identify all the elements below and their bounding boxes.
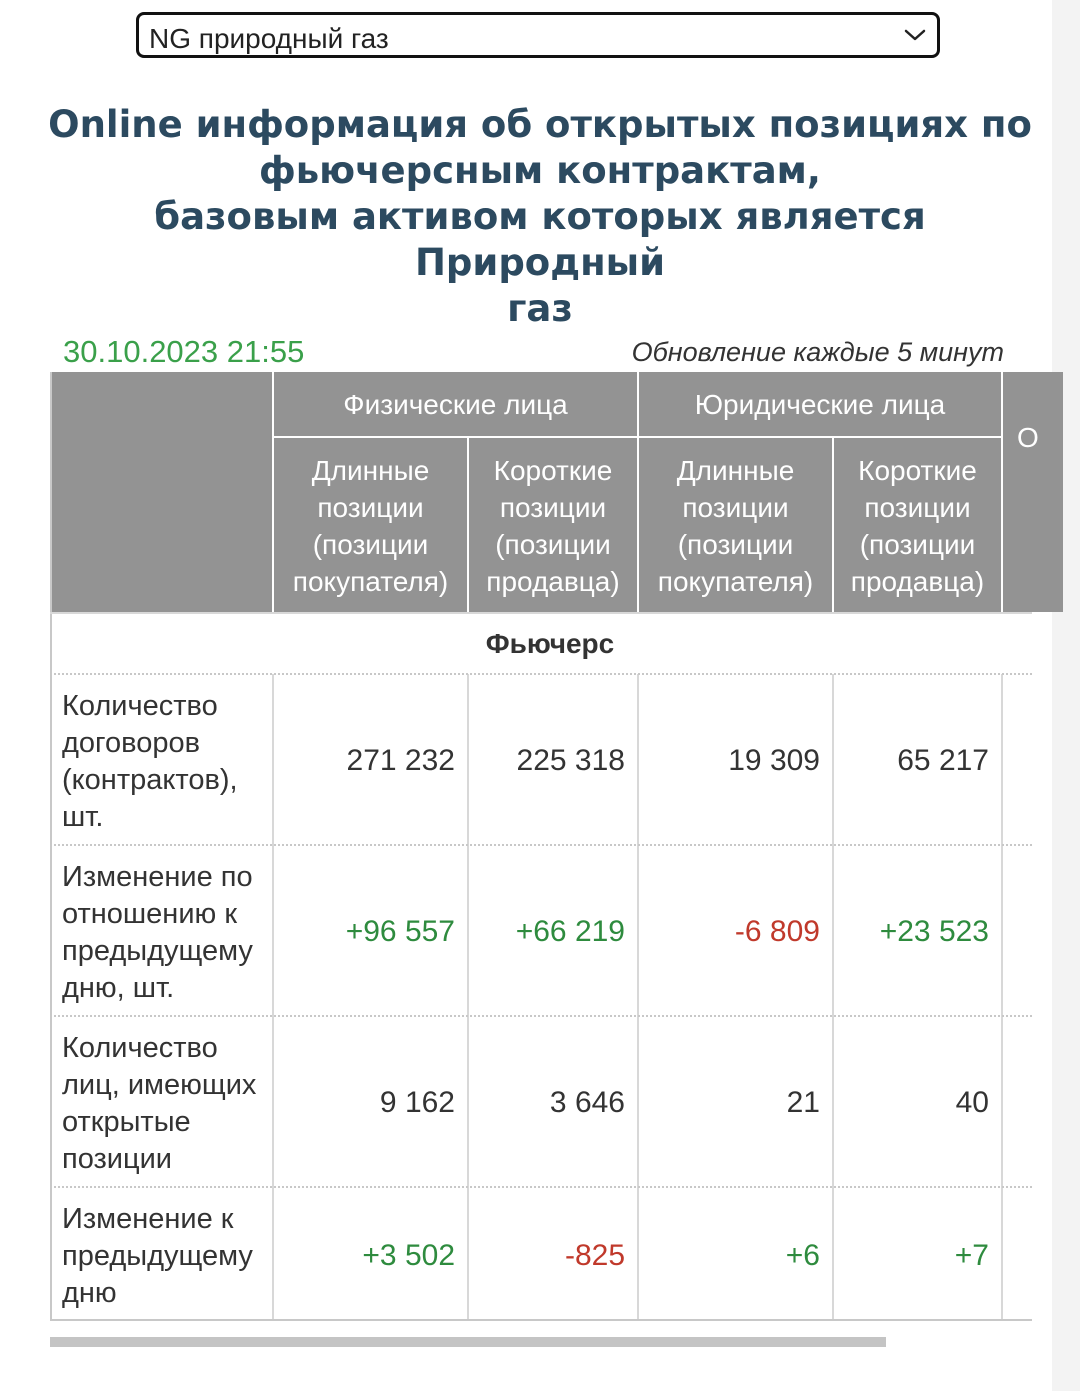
col-header-label: Короткие позиции (позиции продавца) [486,455,620,597]
table-cell: 225 318 [516,744,625,777]
table-cell: -825 [564,1239,625,1272]
group-header-legal-entities [639,372,1001,436]
table-cell: +3 502 [362,1239,455,1272]
table-cell: +7 [954,1239,989,1272]
table-divider [1001,674,1003,1321]
instrument-select-value: NG природный газ [149,23,389,54]
col-header-legal-short [834,438,1001,612]
group-header-individuals [274,372,637,436]
table-corner-header [50,372,272,612]
table-cell: -6 809 [734,915,820,948]
chevron-down-icon [903,25,927,45]
table-divider [832,674,834,1321]
row-label-contracts: Количество договоров (контрактов), шт. [62,690,238,833]
page-title-line: фьючерсным контрактам, [259,149,821,192]
col-header-individual-short [469,438,637,612]
open-positions-table [50,372,1039,1327]
table-border [50,372,52,1321]
col-header-label: Длинные позиции (позиции покупателя) [292,455,449,597]
update-frequency-note: Обновление каждые 5 минут [631,337,1004,367]
group-header-label: Юридические лица [694,389,946,420]
table-cell: 271 232 [346,744,455,777]
table-cell: 21 [786,1086,820,1119]
group-header-total [1003,372,1063,612]
row-label-holders: Количество лиц, имеющих открытые позиции [62,1032,257,1175]
table-divider [50,1015,1032,1017]
section-label: Фьючерс [485,628,615,659]
table-cell: 9 162 [379,1086,455,1119]
table-cell: 40 [955,1086,989,1119]
row-label-holders-change: Изменение к предыдущему дню [62,1203,253,1309]
col-header-individual-long [274,438,467,612]
table-divider [50,673,1032,675]
col-header-label: Длинные позиции (позиции покупателя) [657,455,814,597]
table-border [50,1319,1032,1321]
section-row-futures [50,614,1050,674]
table-cell: 65 217 [897,744,989,777]
table-divider [50,1186,1032,1188]
group-header-label: О [1017,422,1039,453]
row-label-contracts-change: Изменение по отношению к предыдущему дню, шт. [62,861,253,1004]
table-divider [637,674,639,1321]
page-edge [1052,0,1080,1391]
col-header-legal-long [639,438,832,612]
table-cell: +66 219 [515,915,625,948]
col-header-label: Короткие позиции (позиции продавца) [850,455,985,597]
table-divider [50,612,1032,614]
instrument-select[interactable] [136,12,940,58]
page-title-line: базовым активом которых является Природный [154,195,926,284]
page-title-line: Online информация об открытых позициях по [48,103,1032,146]
page-title [40,102,1040,332]
table-divider [50,844,1032,846]
table-cell: +23 523 [879,915,989,948]
group-header-label: Физические лица [343,389,568,420]
table-cell: +6 [785,1239,820,1272]
table-horizontal-scrollbar[interactable] [50,1337,886,1347]
table-cell: +96 557 [345,915,455,948]
table-divider [272,674,274,1321]
update-timestamp: 30.10.2023 21:55 [63,334,305,369]
table-divider [467,674,469,1321]
page-title-line: газ [507,287,573,330]
table-cell: 19 309 [728,744,820,777]
table-cell: 3 646 [549,1086,625,1119]
